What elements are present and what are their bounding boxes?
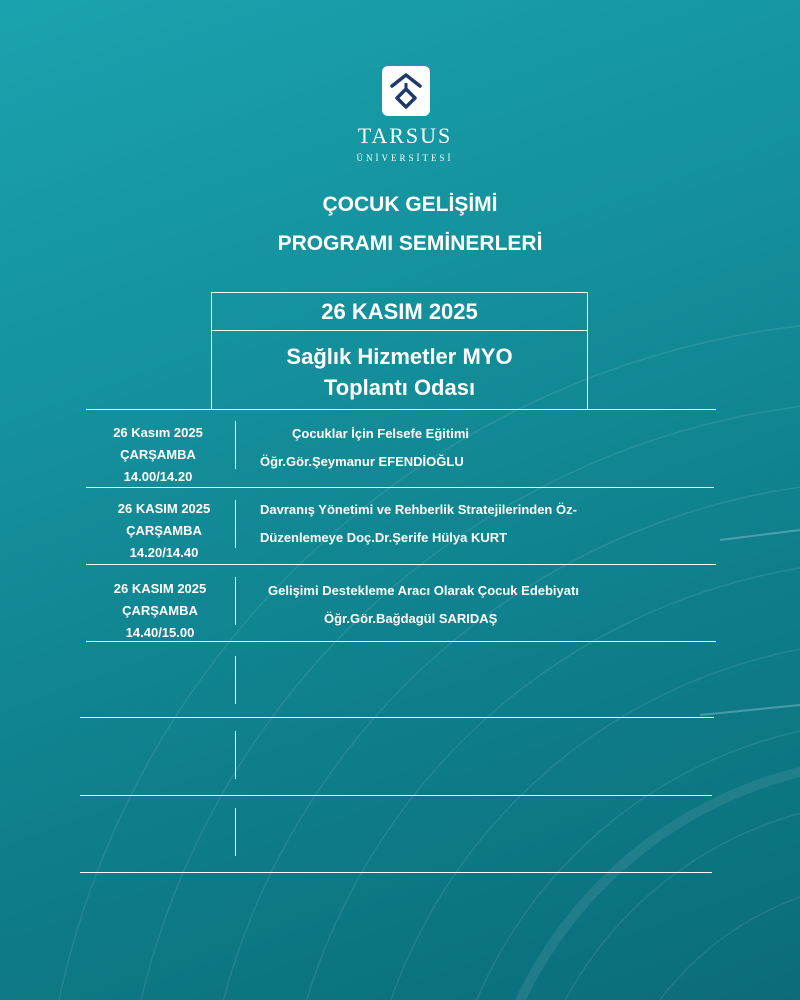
session-time: 14.40/15.00 <box>125 625 195 640</box>
session-time: 14.00/14.20 <box>123 469 193 484</box>
table-divider <box>86 564 716 565</box>
column-separator <box>235 656 236 704</box>
venue-place-line-2: Toplantı Odası <box>323 375 476 400</box>
session-1-topic <box>260 420 469 476</box>
session-2-topic <box>260 496 577 552</box>
session-day: ÇARŞAMBA <box>120 447 196 462</box>
column-separator <box>235 808 236 856</box>
venue-place <box>212 341 587 403</box>
session-date: 26 Kasım 2025 <box>113 425 203 440</box>
session-date: 26 KASIM 2025 <box>113 581 207 596</box>
university-logo <box>382 66 430 116</box>
table-divider <box>86 409 716 410</box>
session-1-datetime <box>78 422 238 488</box>
page-title-line-1: ÇOCUK GELİŞİMİ <box>322 193 498 216</box>
table-divider <box>80 717 714 718</box>
session-3-datetime <box>80 578 240 644</box>
session-day: ÇARŞAMBA <box>126 523 202 538</box>
session-speaker: Düzenlemeye Doç.Dr.Şerife Hülya KURT <box>260 530 508 545</box>
table-divider <box>80 872 712 873</box>
university-name: TARSUS <box>357 123 453 148</box>
session-date: 26 KASIM 2025 <box>117 501 211 516</box>
page-title-line-2: PROGRAMI SEMİNERLERİ <box>277 232 543 255</box>
session-speaker: Öğr.Gör.Şeymanur EFENDİOĞLU <box>260 454 464 469</box>
session-title: Çocuklar İçin Felsefe Eğitimi <box>292 426 469 441</box>
venue-box <box>211 292 588 410</box>
table-divider <box>80 795 712 796</box>
venue-date: 26 KASIM 2025 <box>321 299 478 324</box>
venue-divider <box>212 330 587 331</box>
session-2-datetime <box>84 498 244 564</box>
session-time: 14.20/14.40 <box>129 545 199 560</box>
tarsus-university-emblem-icon <box>382 66 430 116</box>
session-title: Gelişimi Destekleme Aracı Olarak Çocuk Edebiyatı <box>268 583 579 598</box>
university-subtitle: ÜNİVERSİTESİ <box>356 153 454 163</box>
session-day: ÇARŞAMBA <box>122 603 198 618</box>
column-separator <box>235 731 236 779</box>
session-title: Davranış Yönetimi ve Rehberlik Stratejilerinden Öz- <box>260 502 577 517</box>
session-3-topic <box>268 577 579 633</box>
session-speaker: Öğr.Gör.Bağdagül SARIDAŞ <box>324 611 498 626</box>
venue-place-line-1: Sağlık Hizmetler MYO <box>286 344 513 369</box>
